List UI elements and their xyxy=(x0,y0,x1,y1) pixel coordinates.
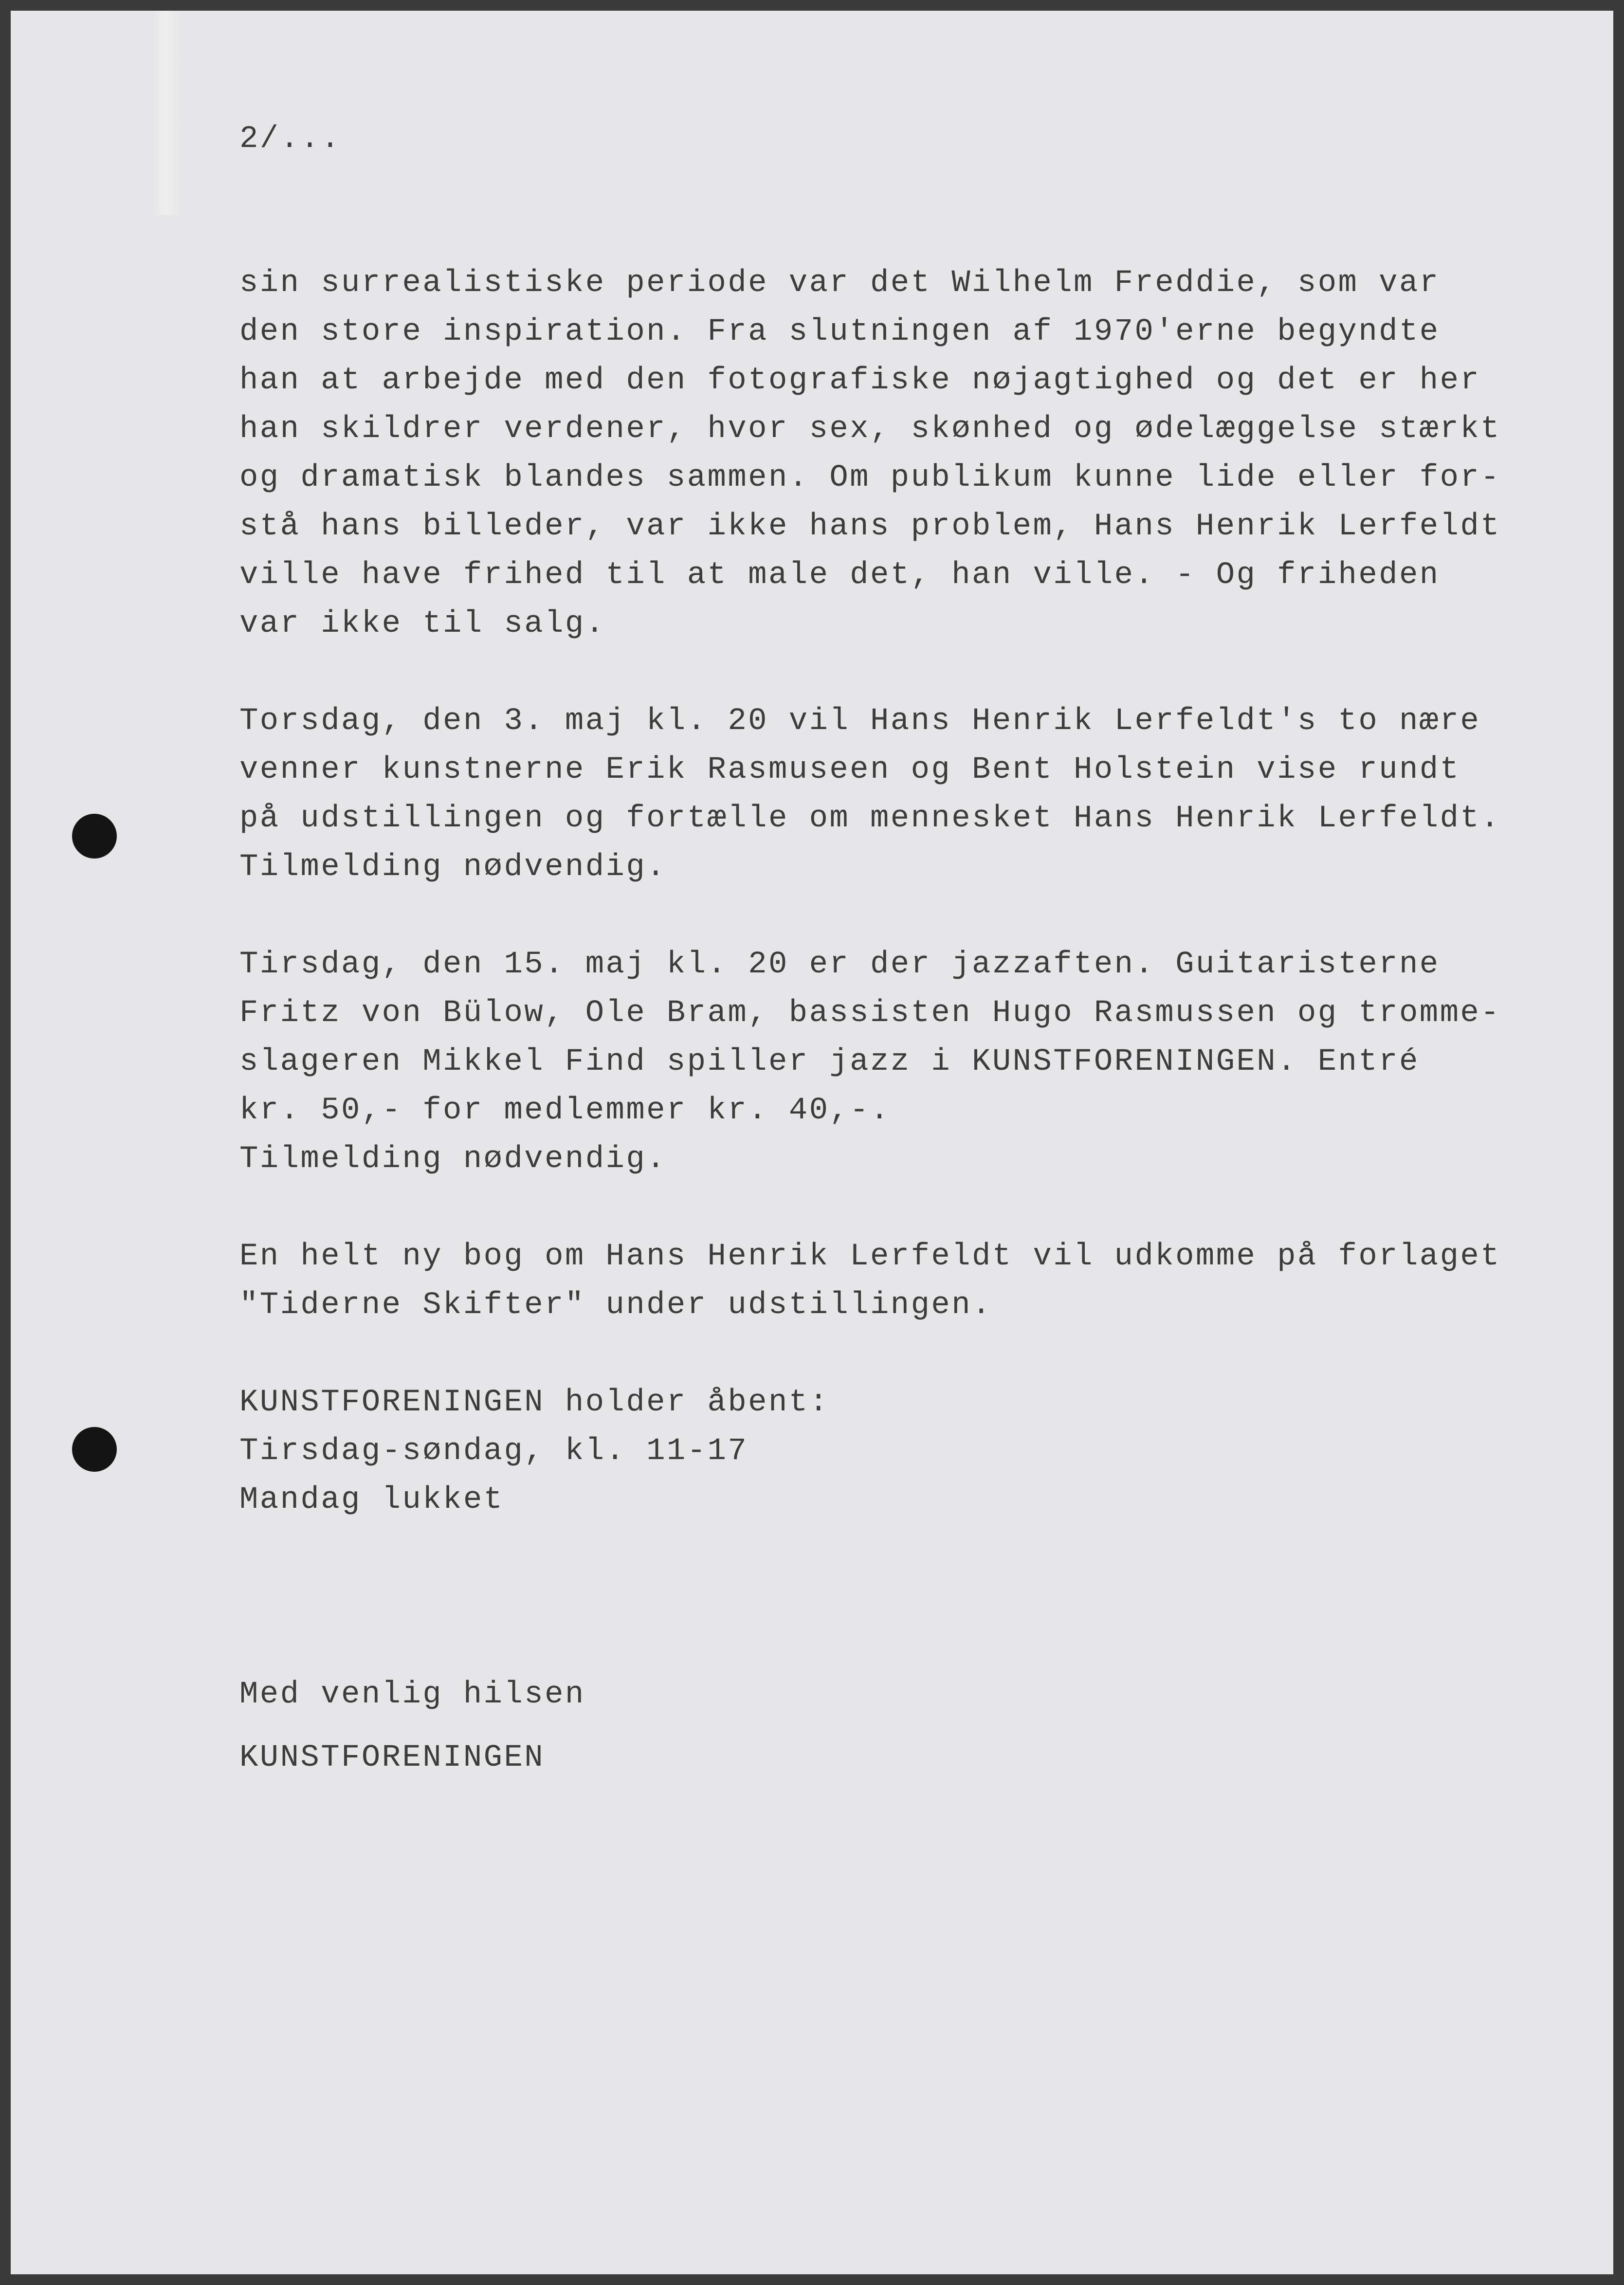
text-line: Tirsdag, den 15. maj kl. 20 er der jazzaften. Guitaristerne xyxy=(239,947,1440,982)
page-marker: 2/... xyxy=(239,122,342,157)
text-line: venner kunstnerne Erik Rasmuseen og Bent Holstein vise rundt xyxy=(239,752,1460,787)
text-line: var ikke til salg. xyxy=(239,606,606,641)
text-line: En helt ny bog om Hans Henrik Lerfeldt vil udkomme på forlaget xyxy=(239,1239,1501,1274)
text-line: slageren Mikkel Find spiller jazz i KUNSTFORENINGEN. Entré xyxy=(239,1044,1420,1079)
text-line: Tirsdag-søndag, kl. 11-17 xyxy=(239,1434,748,1469)
text-line: stå hans billeder, var ikke hans problem, Hans Henrik Lerfeldt xyxy=(239,509,1501,544)
text-line: kr. 50,- for medlemmer kr. 40,-. xyxy=(239,1093,891,1128)
text-line: på udstillingen og fortælle om mennesket Hans Henrik Lerfeldt. xyxy=(239,801,1501,836)
closing-line: Med venlig hilsen xyxy=(239,1677,585,1712)
text-line: han skildrer verdener, hvor sex, skønhed og ødelæggelse stærkt xyxy=(239,412,1501,447)
text-line: "Tiderne Skifter" under udstillingen. xyxy=(239,1288,992,1323)
text-line: sin surrealistiske periode var det Wilhelm Freddie, som var xyxy=(239,266,1440,301)
text-line: Mandag lukket xyxy=(239,1482,504,1517)
text-line: Fritz von Bülow, Ole Bram, bassisten Hugo Rasmussen og tromme- xyxy=(239,996,1501,1031)
document-page xyxy=(11,11,1613,2274)
letter-body xyxy=(239,11,1505,1775)
text-line: Tilmelding nødvendig. xyxy=(239,850,667,885)
text-line: og dramatisk blandes sammen. Om publikum kunne lide eller for- xyxy=(239,460,1501,495)
paper-crease xyxy=(152,11,181,215)
text-line: den store inspiration. Fra slutningen af 1970'erne begyndte xyxy=(239,314,1440,349)
punch-hole-upper xyxy=(72,814,117,859)
text-line: Tilmelding nødvendig. xyxy=(239,1142,667,1177)
text-line: han at arbejde med den fotografiske nøjagtighed og det er her xyxy=(239,363,1481,398)
text-line: KUNSTFORENINGEN holder åbent: xyxy=(239,1385,830,1420)
text-line: Torsdag, den 3. maj kl. 20 vil Hans Henrik Lerfeldt's to nære xyxy=(239,704,1481,739)
signature: KUNSTFORENINGEN xyxy=(239,1740,545,1775)
text-line: ville have frihed til at male det, han ville. - Og friheden xyxy=(239,558,1440,593)
punch-hole-lower xyxy=(72,1427,117,1472)
